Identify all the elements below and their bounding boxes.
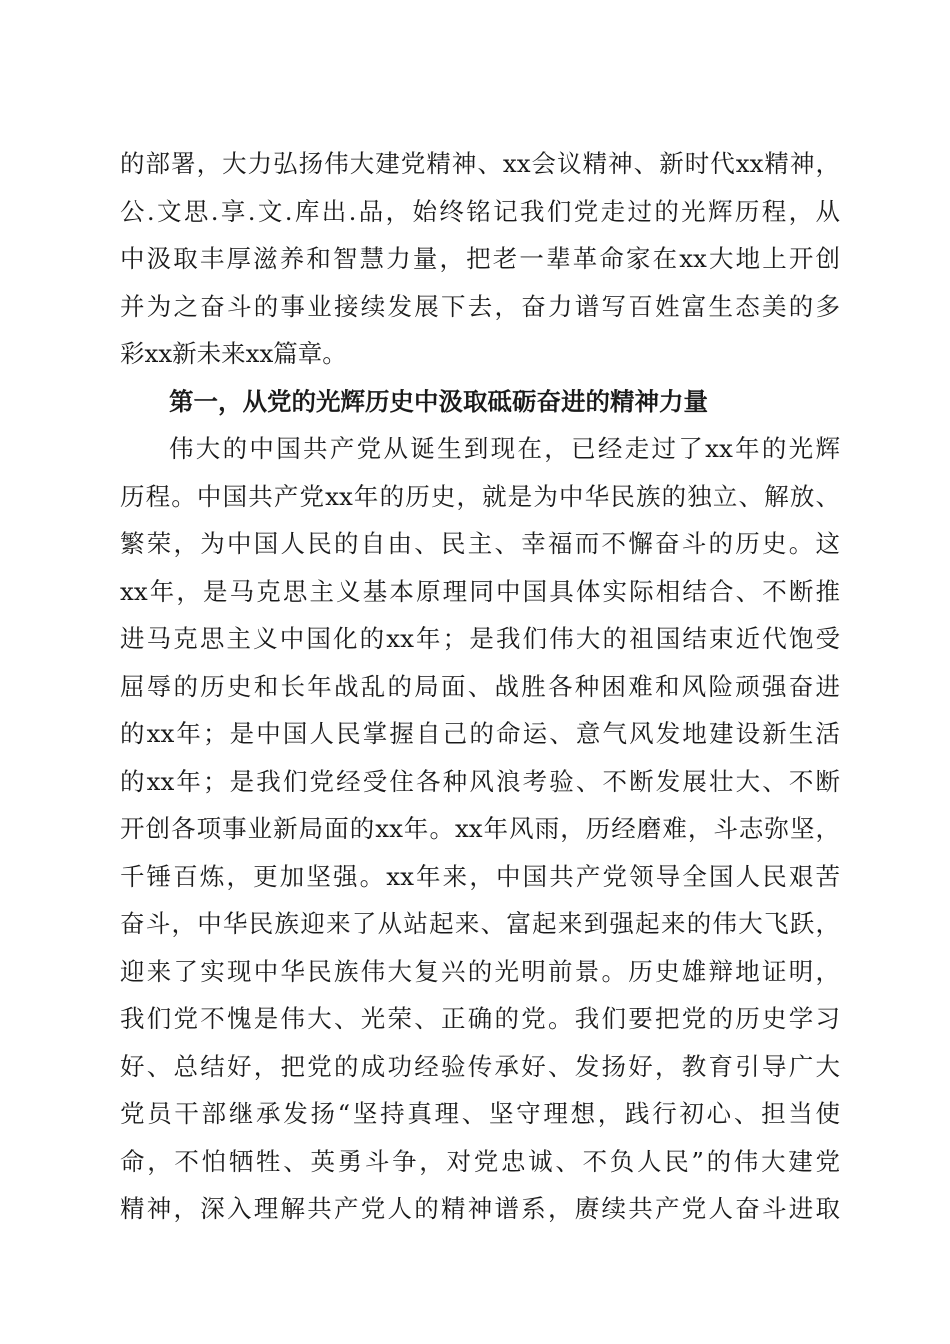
paragraph-line: 伟大的中国共产党从诞生到现在，已经走过了xx年的光辉 bbox=[169, 434, 840, 463]
paragraph-line: 迎来了实现中华民族伟大复兴的光明前景。历史雄辩地证明， bbox=[120, 956, 840, 986]
paragraph-line: 命，不怕牺牲、英勇斗争，对党忠诚、不负人民”的伟大建党 bbox=[120, 1146, 840, 1176]
paragraph-line: 历程。中国共产党xx年的历史，就是为中华民族的独立、解放、 bbox=[120, 481, 840, 511]
paragraph-line: 并为之奋斗的事业接续发展下去，奋力谱写百姓富生态美的多 bbox=[120, 291, 840, 321]
paragraph-line: 精神，深入理解共产党人的精神谱系，赓续共产党人奋斗进取 bbox=[120, 1194, 840, 1223]
paragraph-line: 的部署，大力弘扬伟大建党精神、xx会议精神、新时代xx精神， bbox=[120, 149, 840, 178]
paragraph-line: 彩xx新未来xx篇章。 bbox=[120, 339, 347, 368]
paragraph-line: 我们党不愧是伟大、光荣、正确的党。我们要把党的历史学习 bbox=[120, 1004, 840, 1033]
paragraph-line: 的xx年；是我们党经受住各种风浪考验、不断发展壮大、不断 bbox=[120, 766, 840, 796]
paragraph-line: 好、总结好，把党的成功经验传承好、发扬好，教育引导广大 bbox=[120, 1051, 840, 1081]
paragraph-line: 奋斗，中华民族迎来了从站起来、富起来到强起来的伟大飞跃， bbox=[120, 909, 840, 938]
paragraph-line: 开创各项事业新局面的xx年。xx年风雨，历经磨难，斗志弥坚， bbox=[120, 814, 840, 843]
paragraph-line: 中汲取丰厚滋养和智慧力量，把老一辈革命家在xx大地上开创 bbox=[120, 244, 840, 273]
paragraph-line: 进马克思主义中国化的xx年；是我们伟大的祖国结束近代饱受 bbox=[120, 624, 840, 653]
body-text bbox=[120, 140, 840, 1233]
paragraph-line: 千锤百炼，更加坚强。xx年来，中国共产党领导全国人民艰苦 bbox=[120, 861, 840, 891]
paragraph-line: 公.文思.享.文.库出.品，始终铭记我们党走过的光辉历程，从 bbox=[120, 196, 840, 226]
paragraph-line: 繁荣，为中国人民的自由、民主、幸福而不懈奋斗的历史。这 bbox=[120, 529, 840, 558]
paragraph-line: 屈辱的历史和长年战乱的局面、战胜各种困难和风险顽强奋进 bbox=[120, 671, 840, 701]
paragraph-line: 的xx年；是中国人民掌握自己的命运、意气风发地建设新生活 bbox=[120, 719, 840, 748]
paragraph-line: 党员干部继承发扬“坚持真理、坚守理想，践行初心、担当使 bbox=[120, 1099, 840, 1128]
section-heading: 第一，从党的光辉历史中汲取砥砺奋进的精神力量 bbox=[169, 386, 708, 416]
paragraph-line: xx年，是马克思主义基本原理同中国具体实际相结合、不断推 bbox=[120, 576, 840, 606]
